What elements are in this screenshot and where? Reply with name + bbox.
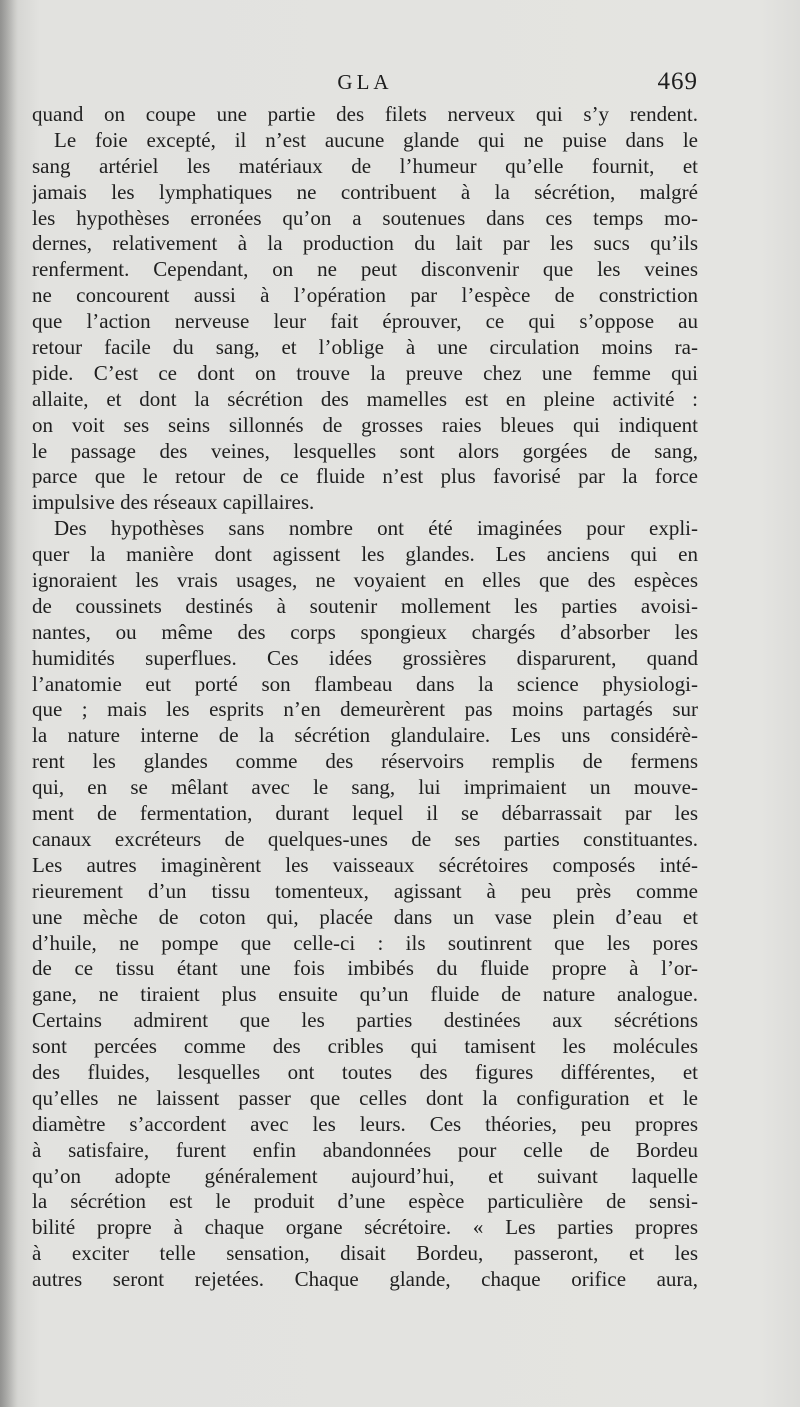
text-line: des fluides, lesquelles ont toutes des figures différentes, et <box>32 1059 698 1084</box>
text-line: qui, en se mêlant avec le sang, lui imprimaient un mouve- <box>32 775 698 800</box>
text-line: pide. C’est ce dont on trouve la preuve chez une femme qui <box>32 360 698 385</box>
text-line: Des hypothèses sans nombre ont été imaginées pour expli- <box>54 516 698 541</box>
text-line: Certains admirent que les parties destinées aux sécrétions <box>32 1008 698 1033</box>
text-line: l’anatomie eut porté son flambeau dans la science physiologi- <box>32 671 698 696</box>
text-line: ignoraient les vrais usages, ne voyaient en elles que des espèces <box>32 568 698 593</box>
text-line: humidités superflues. Ces idées grossières disparurent, quand <box>32 645 698 670</box>
text-line: renferment. Cependant, on ne peut disconvenir que les veines <box>32 257 698 282</box>
text-line: ment de fermentation, durant lequel il se débarrassait par les <box>32 801 698 826</box>
text-line: que ; mais les esprits n’en demeurèrent pas moins partagés sur <box>32 697 698 722</box>
text-line: jamais les lymphatiques ne contribuent à la sécrétion, malgré <box>32 179 698 204</box>
text-line: les hypothèses erronées qu’on a soutenues dans ces temps mo- <box>32 205 698 230</box>
text-line: autres seront rejetées. Chaque glande, chaque orifice aura, <box>32 1267 698 1292</box>
text-line: dernes, relativement à la production du lait par les sucs qu’ils <box>32 231 698 256</box>
text-line: canaux excréteurs de quelques-unes de ses parties constituantes. <box>32 826 698 851</box>
text-line: retour facile du sang, et l’oblige à une circulation moins ra- <box>32 335 698 360</box>
text-line: rieurement d’un tissu tomenteux, agissant à peu près comme <box>32 878 698 903</box>
text-line: que l’action nerveuse leur fait éprouver, ce qui s’oppose au <box>32 309 698 334</box>
text-line: parce que le retour de ce fluide n’est plus favorisé par la force <box>32 464 698 489</box>
page-number: 469 <box>657 68 698 95</box>
paragraph <box>32 102 698 128</box>
text-line: on voit ses seins sillonnés de grosses raies bleues qui indiquent <box>32 412 698 437</box>
text-line: bilité propre à chaque organe sécrétoire. « Les parties propres <box>32 1215 698 1240</box>
text-line: Le foie excepté, il n’est aucune glande qui ne puise dans le <box>54 127 698 152</box>
spine-shadow <box>0 0 18 1407</box>
text-line: ne concourent aussi à l’opération par l’espèce de constriction <box>32 283 698 308</box>
text-line: impulsive des réseaux capillaires. <box>32 490 315 515</box>
text-line: allaite, et dont la sécrétion des mamelles est en pleine activité : <box>32 386 698 411</box>
text-line: une mèche de coton qui, placée dans un vase plein d’eau et <box>32 904 698 929</box>
body-text <box>32 102 698 1293</box>
text-line: sont percées comme des cribles qui tamisent les molécules <box>32 1034 698 1059</box>
text-line: à exciter telle sensation, disait Bordeu, passeront, et les <box>32 1241 698 1266</box>
paragraph <box>32 128 698 516</box>
text-line: quer la manière dont agissent les glandes. Les anciens qui en <box>32 542 698 567</box>
text-line: diamètre s’accordent avec les leurs. Ces théories, peu propres <box>32 1111 698 1136</box>
paragraph <box>32 516 698 1293</box>
text-line: la sécrétion est le produit d’une espèce particulière de sensi- <box>32 1189 698 1214</box>
text-line: sang artériel les matériaux de l’humeur qu’elle fournit, et <box>32 153 698 178</box>
text-line: à satisfaire, furent enfin abandonnées pour celle de Bordeu <box>32 1137 698 1162</box>
text-line: qu’on adopte généralement aujourd’hui, et suivant laquelle <box>32 1163 698 1188</box>
text-line: Les autres imaginèrent les vaisseaux sécrétoires composés inté- <box>32 852 698 877</box>
text-line: nantes, ou même des corps spongieux chargés d’absorber les <box>32 619 698 644</box>
running-head <box>32 66 698 96</box>
text-line: la nature interne de la sécrétion glandulaire. Les uns considérè- <box>32 723 698 748</box>
text-line: le passage des veines, lesquelles sont alors gorgées de sang, <box>32 438 698 463</box>
text-line: de coussinets destinés à soutenir mollement les parties avoisi- <box>32 593 698 618</box>
text-line: de ce tissu étant une fois imbibés du fluide propre à l’or- <box>32 956 698 981</box>
running-title: GLA <box>337 70 393 94</box>
text-line: qu’elles ne laissent passer que celles dont la configuration et le <box>32 1085 698 1110</box>
text-line: gane, ne tiraient plus ensuite qu’un fluide de nature analogue. <box>32 982 698 1007</box>
text-line: rent les glandes comme des réservoirs remplis de fermens <box>32 749 698 774</box>
text-line: quand on coupe une partie des filets nerveux qui s’y rendent. <box>32 102 698 126</box>
text-line: d’huile, ne pompe que celle-ci : ils soutinrent que les pores <box>32 930 698 955</box>
